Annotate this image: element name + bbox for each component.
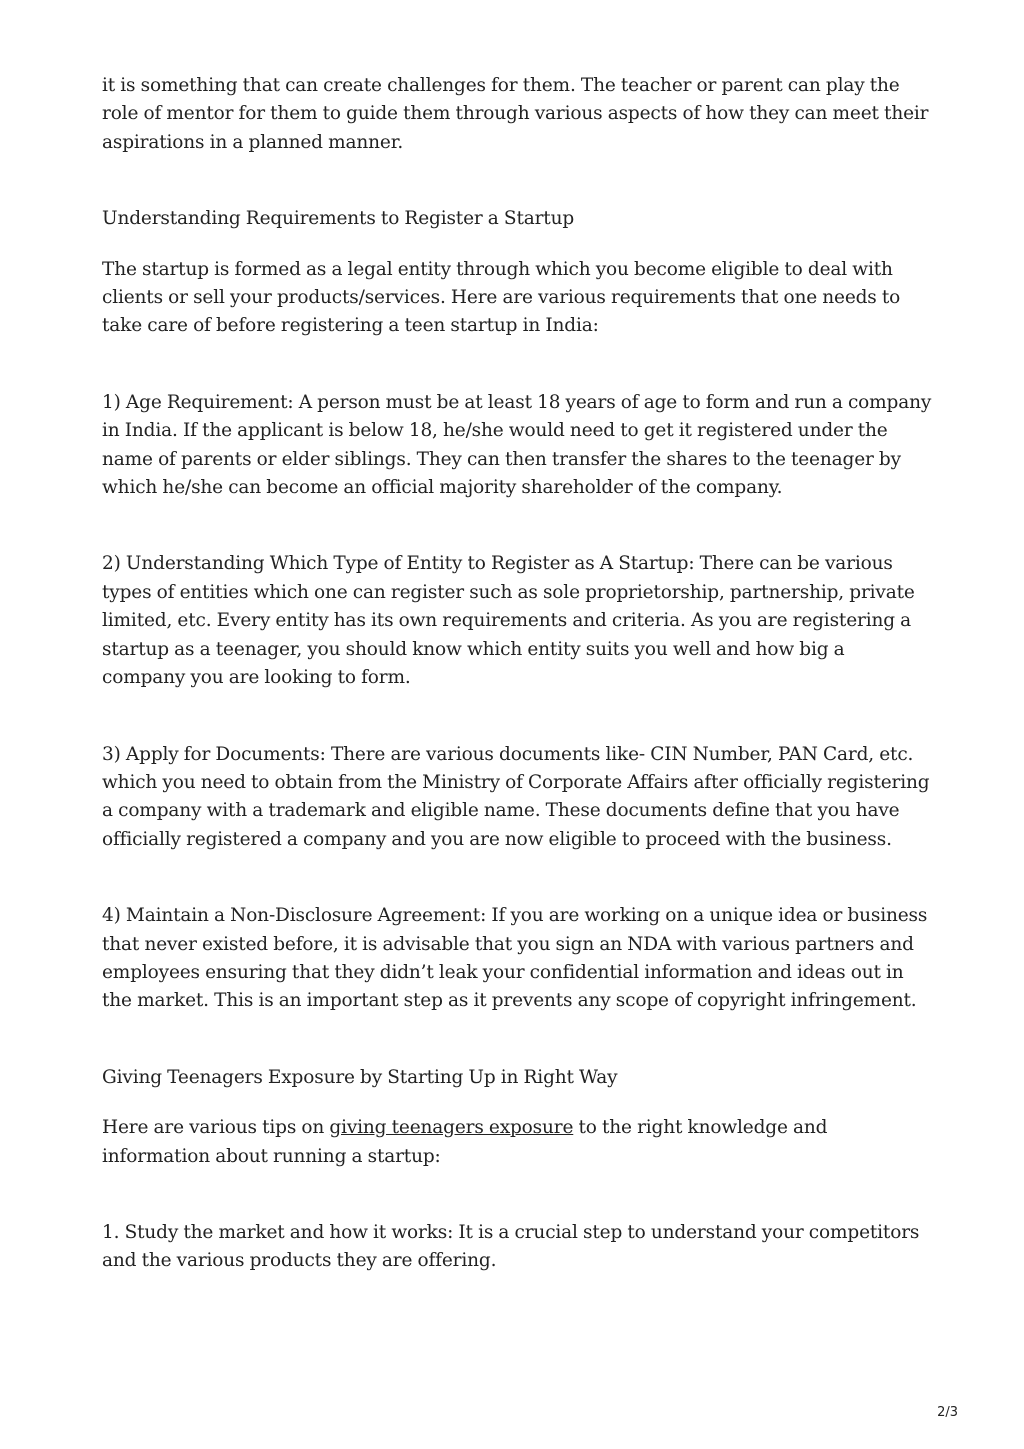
document-page <box>102 72 932 1276</box>
section-intro-teen-exposure <box>102 1114 932 1171</box>
section-intro-register-startup: The startup is formed as a legal entity through which you become eligible to deal with clients or sell your products/services. Here are various requirements that one needs to take care of before registering a teen startup in India: <box>102 258 901 337</box>
section-heading-register-startup: Understanding Requirements to Register a Startup <box>102 208 575 230</box>
giving-teenagers-exposure-link[interactable]: giving teenagers exposure <box>329 1117 574 1139</box>
intro-paragraph: it is something that can create challenges for them. The teacher or parent can play the role of mentor for them to guide them through various aspects of how they can meet their aspirations in a planned manner. <box>102 75 929 153</box>
section-heading-teen-exposure: Giving Teenagers Exposure by Starting Up in Right Way <box>102 1066 618 1088</box>
spacer <box>102 1171 932 1219</box>
spacer <box>102 1092 932 1114</box>
spacer <box>102 502 932 550</box>
list-item-nda: 4) Maintain a Non-Disclosure Agreement: If you are working on a unique idea or business that never existed before, it is advisable that you sign an NDA with various partners and employees ensuring that they didn’t leak your confidential information and ideas out in the market. This is an important step as it prevents any scope of copyright infringement. <box>102 905 928 1012</box>
spacer <box>102 854 932 902</box>
spacer <box>102 157 932 205</box>
page-number: 2/3 <box>937 1405 958 1420</box>
spacer <box>102 693 932 741</box>
spacer <box>102 234 932 256</box>
list-item-age-requirement: 1) Age Requirement: A person must be at least 18 years of age to form and run a company in India. If the applicant is below 18, he/she would need to get it registered under the name of parents or elder siblings. They can then transfer the shares to the teenager by which he/she can become an official majority shareholder of the company. <box>102 391 932 499</box>
list-item-study-market: 1. Study the market and how it works: It is a crucial step to understand your competitors and the various products they are offering. <box>102 1221 920 1272</box>
intro-text-before-link: Here are various tips on <box>102 1117 330 1139</box>
list-item-apply-documents: 3) Apply for Documents: There are various documents like- CIN Number, PAN Card, etc. which you need to obtain from the Ministry of Corporate Affairs after officially registering a company with a trademark and eligible name. These documents define that you have officially registered a company and you are now eligible to proceed with the business. <box>102 743 930 850</box>
spacer <box>102 1016 932 1064</box>
intro-text-after-link: to the right knowledge and information about running a startup: <box>102 1117 828 1167</box>
list-item-entity-type: 2) Understanding Which Type of Entity to Register as A Startup: There can be various types of entities which one can register such as sole proprietorship, partnership, private limited, etc. Every entity has its own requirements and criteria. As you are registering a startup as a teenager, you should know which entity suits you well and how big a company you are looking to form. <box>102 553 915 689</box>
spacer <box>102 341 932 389</box>
